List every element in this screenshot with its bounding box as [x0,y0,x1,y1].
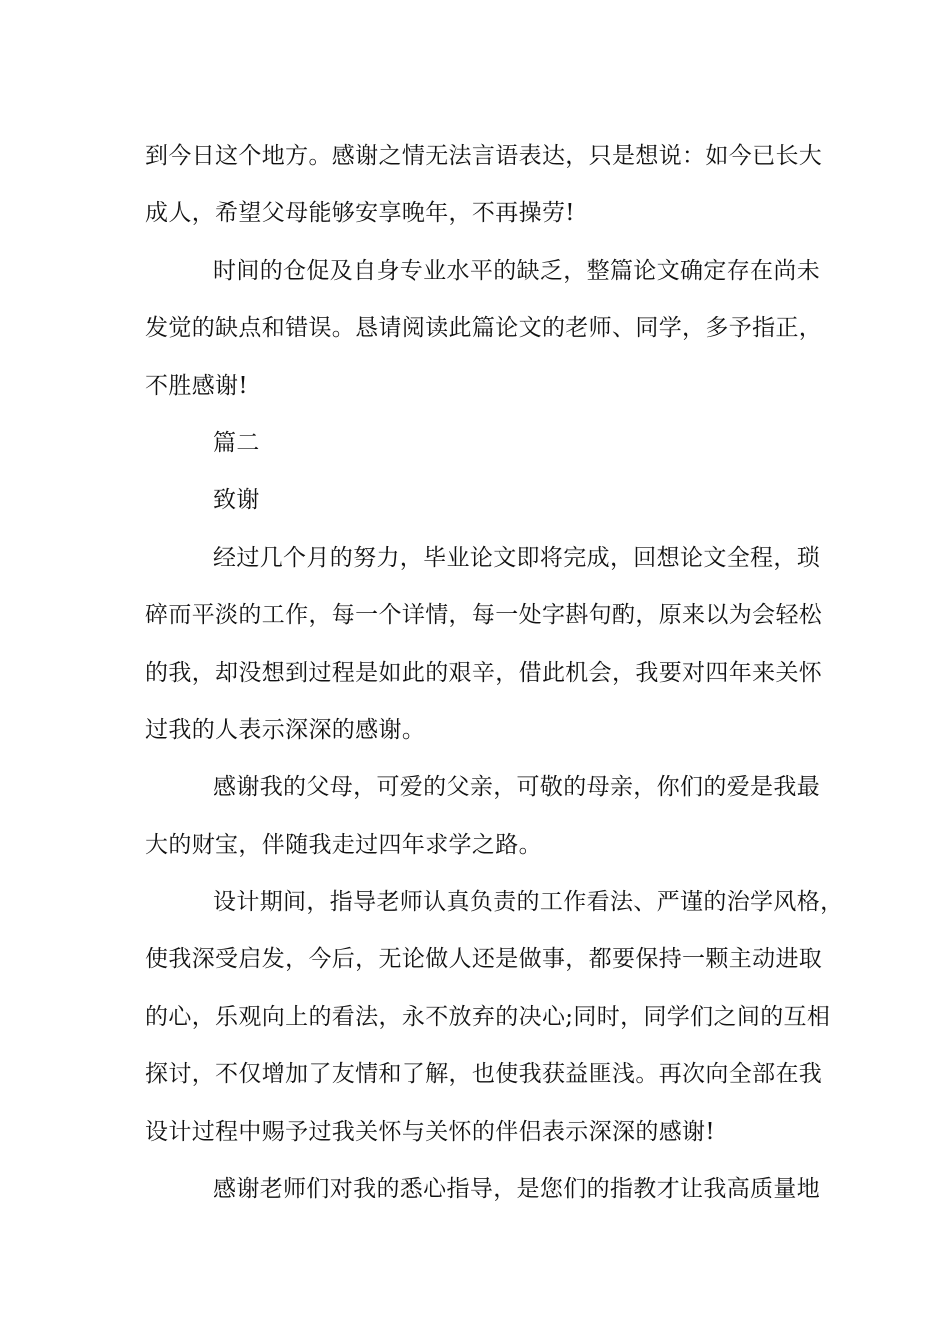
text-line: 发觉的缺点和错误。恳请阅读此篇论文的老师、同学，多予指正， [145,315,823,342]
section-heading: 篇二 [213,429,260,456]
document-body [145,128,844,1218]
text-line: 成人，希望父母能够安享晚年，不再操劳! [145,200,575,227]
text-line: 的我，却没想到过程是如此的艰辛，借此机会，我要对四年来关怀 [145,659,823,686]
text-line: 感谢我的父母，可爱的父亲，可敬的母亲，你们的爱是我最 [213,774,821,801]
text-line: 大的财宝，伴随我走过四年求学之路。 [145,831,542,858]
text-line: 时间的仓促及自身专业水平的缺乏，整篇论文确定存在尚未 [213,257,821,284]
text-line: 探讨，不仅增加了友情和了解，也使我获益匪浅。再次向全部在我 [145,1061,823,1088]
text-line: 使我深受启发，今后，无论做人还是做事，都要保持一颗主动进取 [145,946,823,973]
text-line: 到今日这个地方。感谢之情无法言语表达，只是想说：如今已长大 [145,143,823,169]
text-line: 设计过程中赐予过我关怀与关怀的伴侣表示深深的感谢! [145,1118,715,1145]
text-line: 不胜感谢! [145,372,248,399]
text-line: 感谢老师们对我的悉心指导，是您们的指教才让我高质量地 [213,1176,821,1203]
text-line: 过我的人表示深深的感谢。 [145,716,426,743]
text-line: 经过几个月的努力，毕业论文即将完成，回想论文全程，琐 [213,544,821,571]
text-line: 设计期间，指导老师认真负责的工作看法、严谨的治学风格， [213,889,844,916]
text-line: 的心，乐观向上的看法，永不放弃的决心;同时，同学们之间的互相 [145,1003,831,1030]
section-title: 致谢 [213,487,260,514]
text-line: 碎而平淡的工作，每一个详情，每一处字斟句酌，原来以为会轻松 [145,602,823,629]
